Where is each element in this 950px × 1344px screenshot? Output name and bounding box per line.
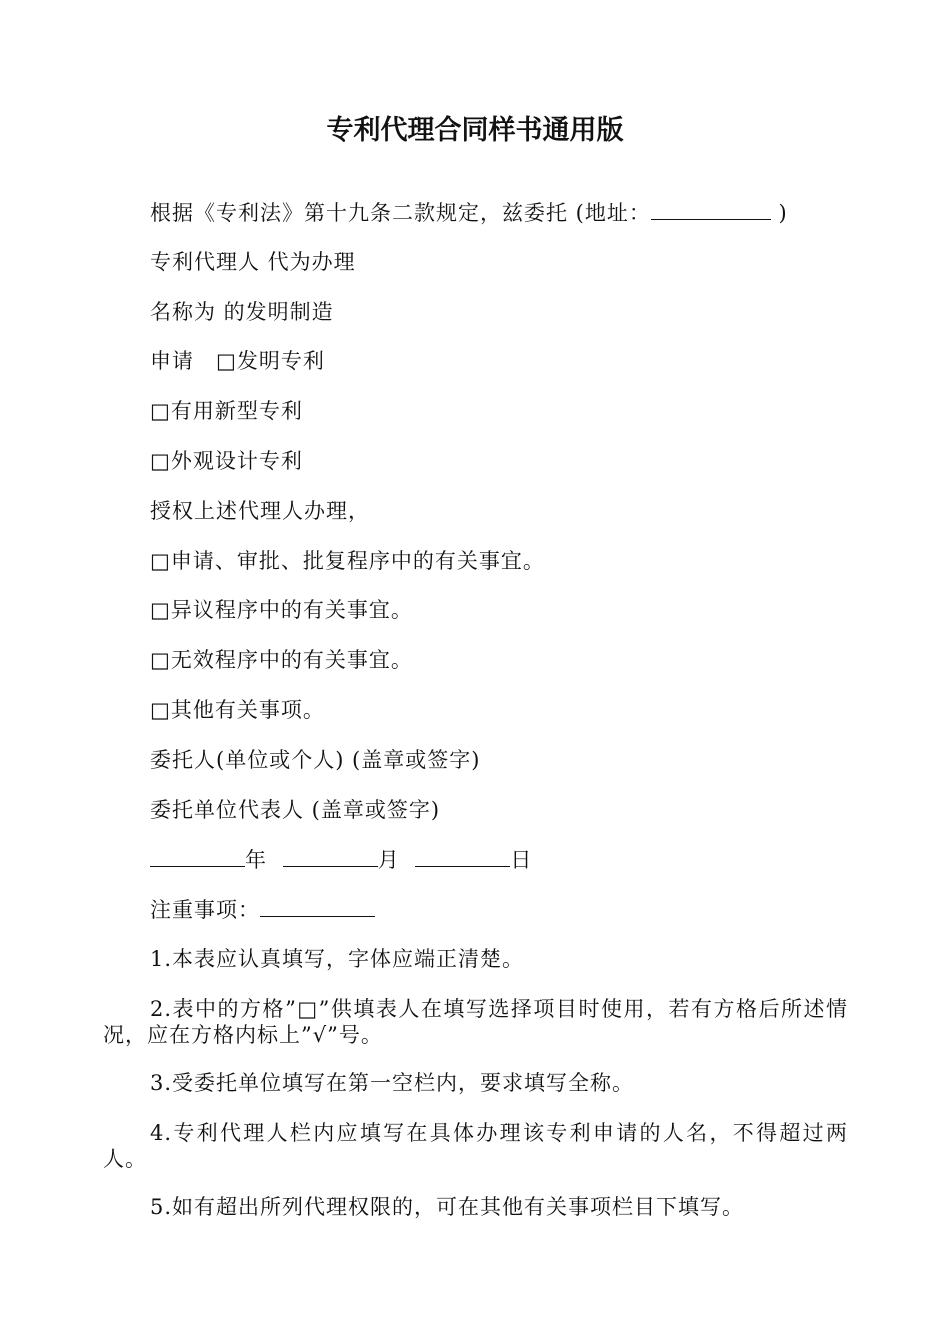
delegation-line [150,199,788,226]
principal-signature-line: 委托人(单位或个人) (盖章或签字) [150,748,481,772]
application-type-utility[interactable]: □有用新型专利 [150,399,303,423]
delegation-text: 根据《专利法》第十九条二款规定，兹委托 (地址： [150,201,651,225]
agent-line: 专利代理人 代为办理 [150,250,356,274]
scope-objection[interactable]: □异议程序中的有关事宜。 [150,598,413,622]
note-3: 3.受委托单位填写在第一空栏内，要求填写全称。 [150,1071,635,1095]
delegation-close: ) [770,201,788,225]
notes-label: 注重事项： [150,898,260,922]
scope-invalidation[interactable]: □无效程序中的有关事宜。 [150,648,413,672]
note-1: 1.本表应认真填写，字体应端正清楚。 [150,947,525,971]
address-blank[interactable] [651,199,771,220]
day-label: 日 [510,848,533,872]
date-line [150,846,532,873]
representative-signature-line: 委托单位代表人 (盖章或签字) [150,798,441,822]
note-2: 2.表中的方格”□”供填表人在填写选择项目时使用，若有方格后所述情况，应在方格内标上”√”号。 [103,997,848,1047]
scope-application[interactable]: □申请、审批、批复程序中的有关事宜。 [150,549,545,573]
day-blank[interactable] [415,846,510,867]
note-5: 5.如有超出所列代理权限的，可在其他有关事项栏目下填写。 [150,1195,745,1219]
application-type-design[interactable]: □外观设计专利 [150,449,303,473]
authorization-line: 授权上述代理人办理， [150,499,370,523]
month-blank[interactable] [283,846,378,867]
document-title: 专利代理合同样书通用版 [326,115,624,146]
month-label: 月 [377,848,400,872]
year-blank[interactable] [150,846,245,867]
notes-blank[interactable] [260,896,375,917]
year-label: 年 [245,848,267,872]
notes-heading [150,896,375,923]
application-type-invention[interactable]: 申请 □发明专利 [150,349,325,373]
invention-name-line: 名称为 的发明制造 [150,300,334,324]
scope-other[interactable]: □其他有关事项。 [150,698,325,722]
note-4: 4.专利代理人栏内应填写在具体办理该专利申请的人名，不得超过两人。 [103,1121,848,1171]
